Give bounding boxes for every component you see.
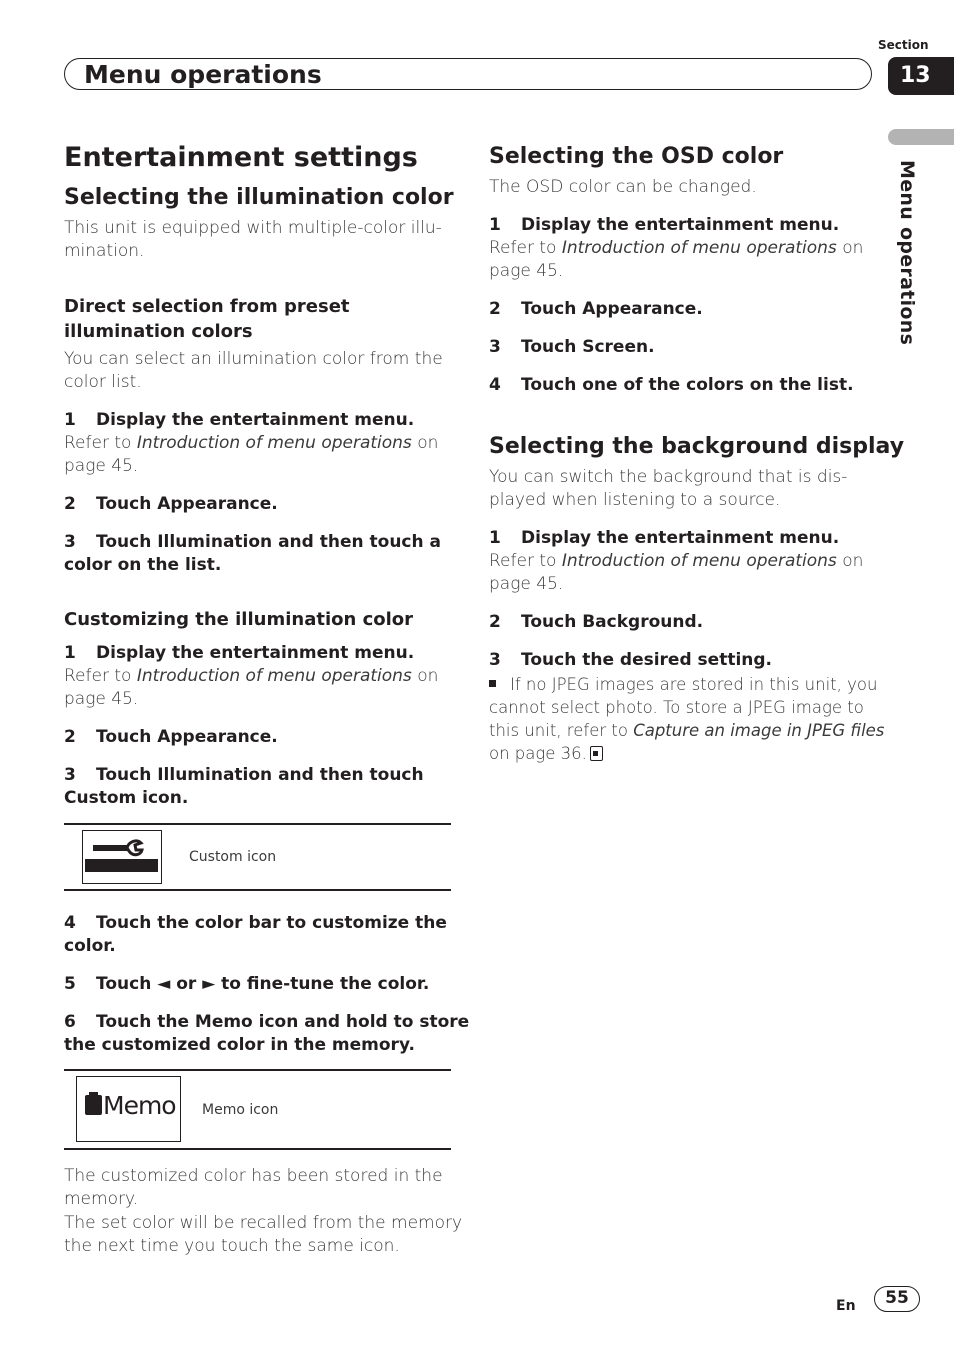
direct-step-1-refer: Refer to Introduction of menu operations on xyxy=(64,433,439,453)
after-text-1: The customized color has been stored in the xyxy=(64,1166,443,1186)
memo-table-rule-bottom xyxy=(64,1148,451,1150)
section-number: 13 xyxy=(888,57,954,95)
custom-step-6-cont: the customized color in the memory. xyxy=(64,1035,415,1055)
direct-intro-line-2: color list. xyxy=(64,372,142,392)
page-title: Entertainment settings xyxy=(64,142,418,173)
table-rule-top xyxy=(64,823,451,825)
osd-step-4: 4 Touch one of the colors on the list. xyxy=(489,375,854,395)
background-step-3: 3 Touch the desired setting. xyxy=(489,650,772,670)
illumination-heading: Selecting the illumination color xyxy=(64,185,454,210)
background-intro-2: played when listening to a source. xyxy=(489,490,781,510)
note-line-3: this unit, refer to Capture an image in JPEG files xyxy=(489,721,885,740)
direct-step-1: 1 Display the entertainment menu. xyxy=(64,410,415,430)
after-text-4: the next time you touch the same icon. xyxy=(64,1236,400,1256)
table-rule-bottom xyxy=(64,889,451,891)
custom-icon xyxy=(82,830,162,884)
custom-step-3: 3 Touch Illumination and then touch xyxy=(64,765,424,785)
custom-step-6: 6 Touch the Memo icon and hold to store xyxy=(64,1012,470,1032)
osd-step-1-refer: Refer to Introduction of menu operations on xyxy=(489,238,864,258)
custom-step-1-refer: Refer to Introduction of menu operations on xyxy=(64,666,439,686)
direct-step-3: 3 Touch Illumination and then touch a xyxy=(64,532,441,552)
osd-heading: Selecting the OSD color xyxy=(489,144,784,169)
direct-selection-heading-2: illumination colors xyxy=(64,321,253,342)
custom-step-5: 5 Touch ◄ or ► to fine-tune the color. xyxy=(64,974,430,994)
footer-language: En xyxy=(836,1298,856,1314)
custom-step-3-cont: Custom icon. xyxy=(64,788,189,808)
direct-intro-line-1: You can select an illumination color from the xyxy=(64,349,443,369)
section-label: Section xyxy=(878,38,929,52)
refer-link[interactable]: Introduction of menu operations xyxy=(561,238,837,258)
memo-icon xyxy=(76,1076,181,1142)
illumination-intro-line-1: This unit is equipped with multiple-color illu- xyxy=(64,218,442,238)
osd-step-1-page: page 45. xyxy=(489,261,564,281)
memo-table-rule-top xyxy=(64,1069,451,1071)
osd-step-3: 3 Touch Screen. xyxy=(489,337,655,357)
custom-step-4: 4 Touch the color bar to customize the xyxy=(64,913,447,933)
bullet-icon xyxy=(489,680,496,687)
refer-link[interactable]: Introduction of menu operations xyxy=(136,666,412,686)
after-text-2: memory. xyxy=(64,1189,139,1209)
page-number: 55 xyxy=(874,1286,920,1312)
custom-icon-caption: Custom icon xyxy=(189,849,277,865)
custom-step-4-cont: color. xyxy=(64,936,116,956)
after-text-3: The set color will be recalled from the memory xyxy=(64,1213,463,1233)
side-tab-label: Menu operations xyxy=(896,160,918,346)
customizing-heading: Customizing the illumination color xyxy=(64,609,414,630)
direct-step-1-page: page 45. xyxy=(64,456,139,476)
custom-step-1: 1 Display the entertainment menu. xyxy=(64,643,415,663)
note-line-1: If no JPEG images are stored in this unit, you xyxy=(489,673,877,696)
side-tab-marker xyxy=(888,129,954,145)
direct-step-3-cont: color on the list. xyxy=(64,555,222,575)
background-step-1-page: page 45. xyxy=(489,574,564,594)
capture-link[interactable]: Capture an image in JPEG files xyxy=(633,721,885,740)
refer-link[interactable]: Introduction of menu operations xyxy=(136,433,412,453)
wrench-icon xyxy=(83,831,160,882)
background-step-2: 2 Touch Background. xyxy=(489,612,704,632)
osd-intro: The OSD color can be changed. xyxy=(489,177,757,197)
note-line-4: on page 36. xyxy=(489,742,603,765)
clipboard-icon xyxy=(85,1095,102,1115)
direct-step-2: 2 Touch Appearance. xyxy=(64,494,278,514)
memo-icon-caption: Memo icon xyxy=(202,1102,279,1118)
direct-selection-heading-1: Direct selection from preset xyxy=(64,296,350,317)
custom-step-1-page: page 45. xyxy=(64,689,139,709)
end-mark-icon xyxy=(590,746,603,761)
background-step-1-refer: Refer to Introduction of menu operations on xyxy=(489,551,864,571)
refer-link[interactable]: Introduction of menu operations xyxy=(561,551,837,571)
osd-step-1: 1 Display the entertainment menu. xyxy=(489,215,840,235)
background-intro-1: You can switch the background that is dis- xyxy=(489,467,848,487)
memo-icon-label: Memo xyxy=(103,1091,176,1120)
background-heading: Selecting the background display xyxy=(489,434,905,459)
custom-step-2: 2 Touch Appearance. xyxy=(64,727,278,747)
illumination-intro-line-2: mination. xyxy=(64,241,145,261)
background-step-1: 1 Display the entertainment menu. xyxy=(489,528,840,548)
note-line-2: cannot select photo. To store a JPEG image to xyxy=(489,698,864,717)
osd-step-2: 2 Touch Appearance. xyxy=(489,299,703,319)
header-title: Menu operations xyxy=(84,60,322,89)
